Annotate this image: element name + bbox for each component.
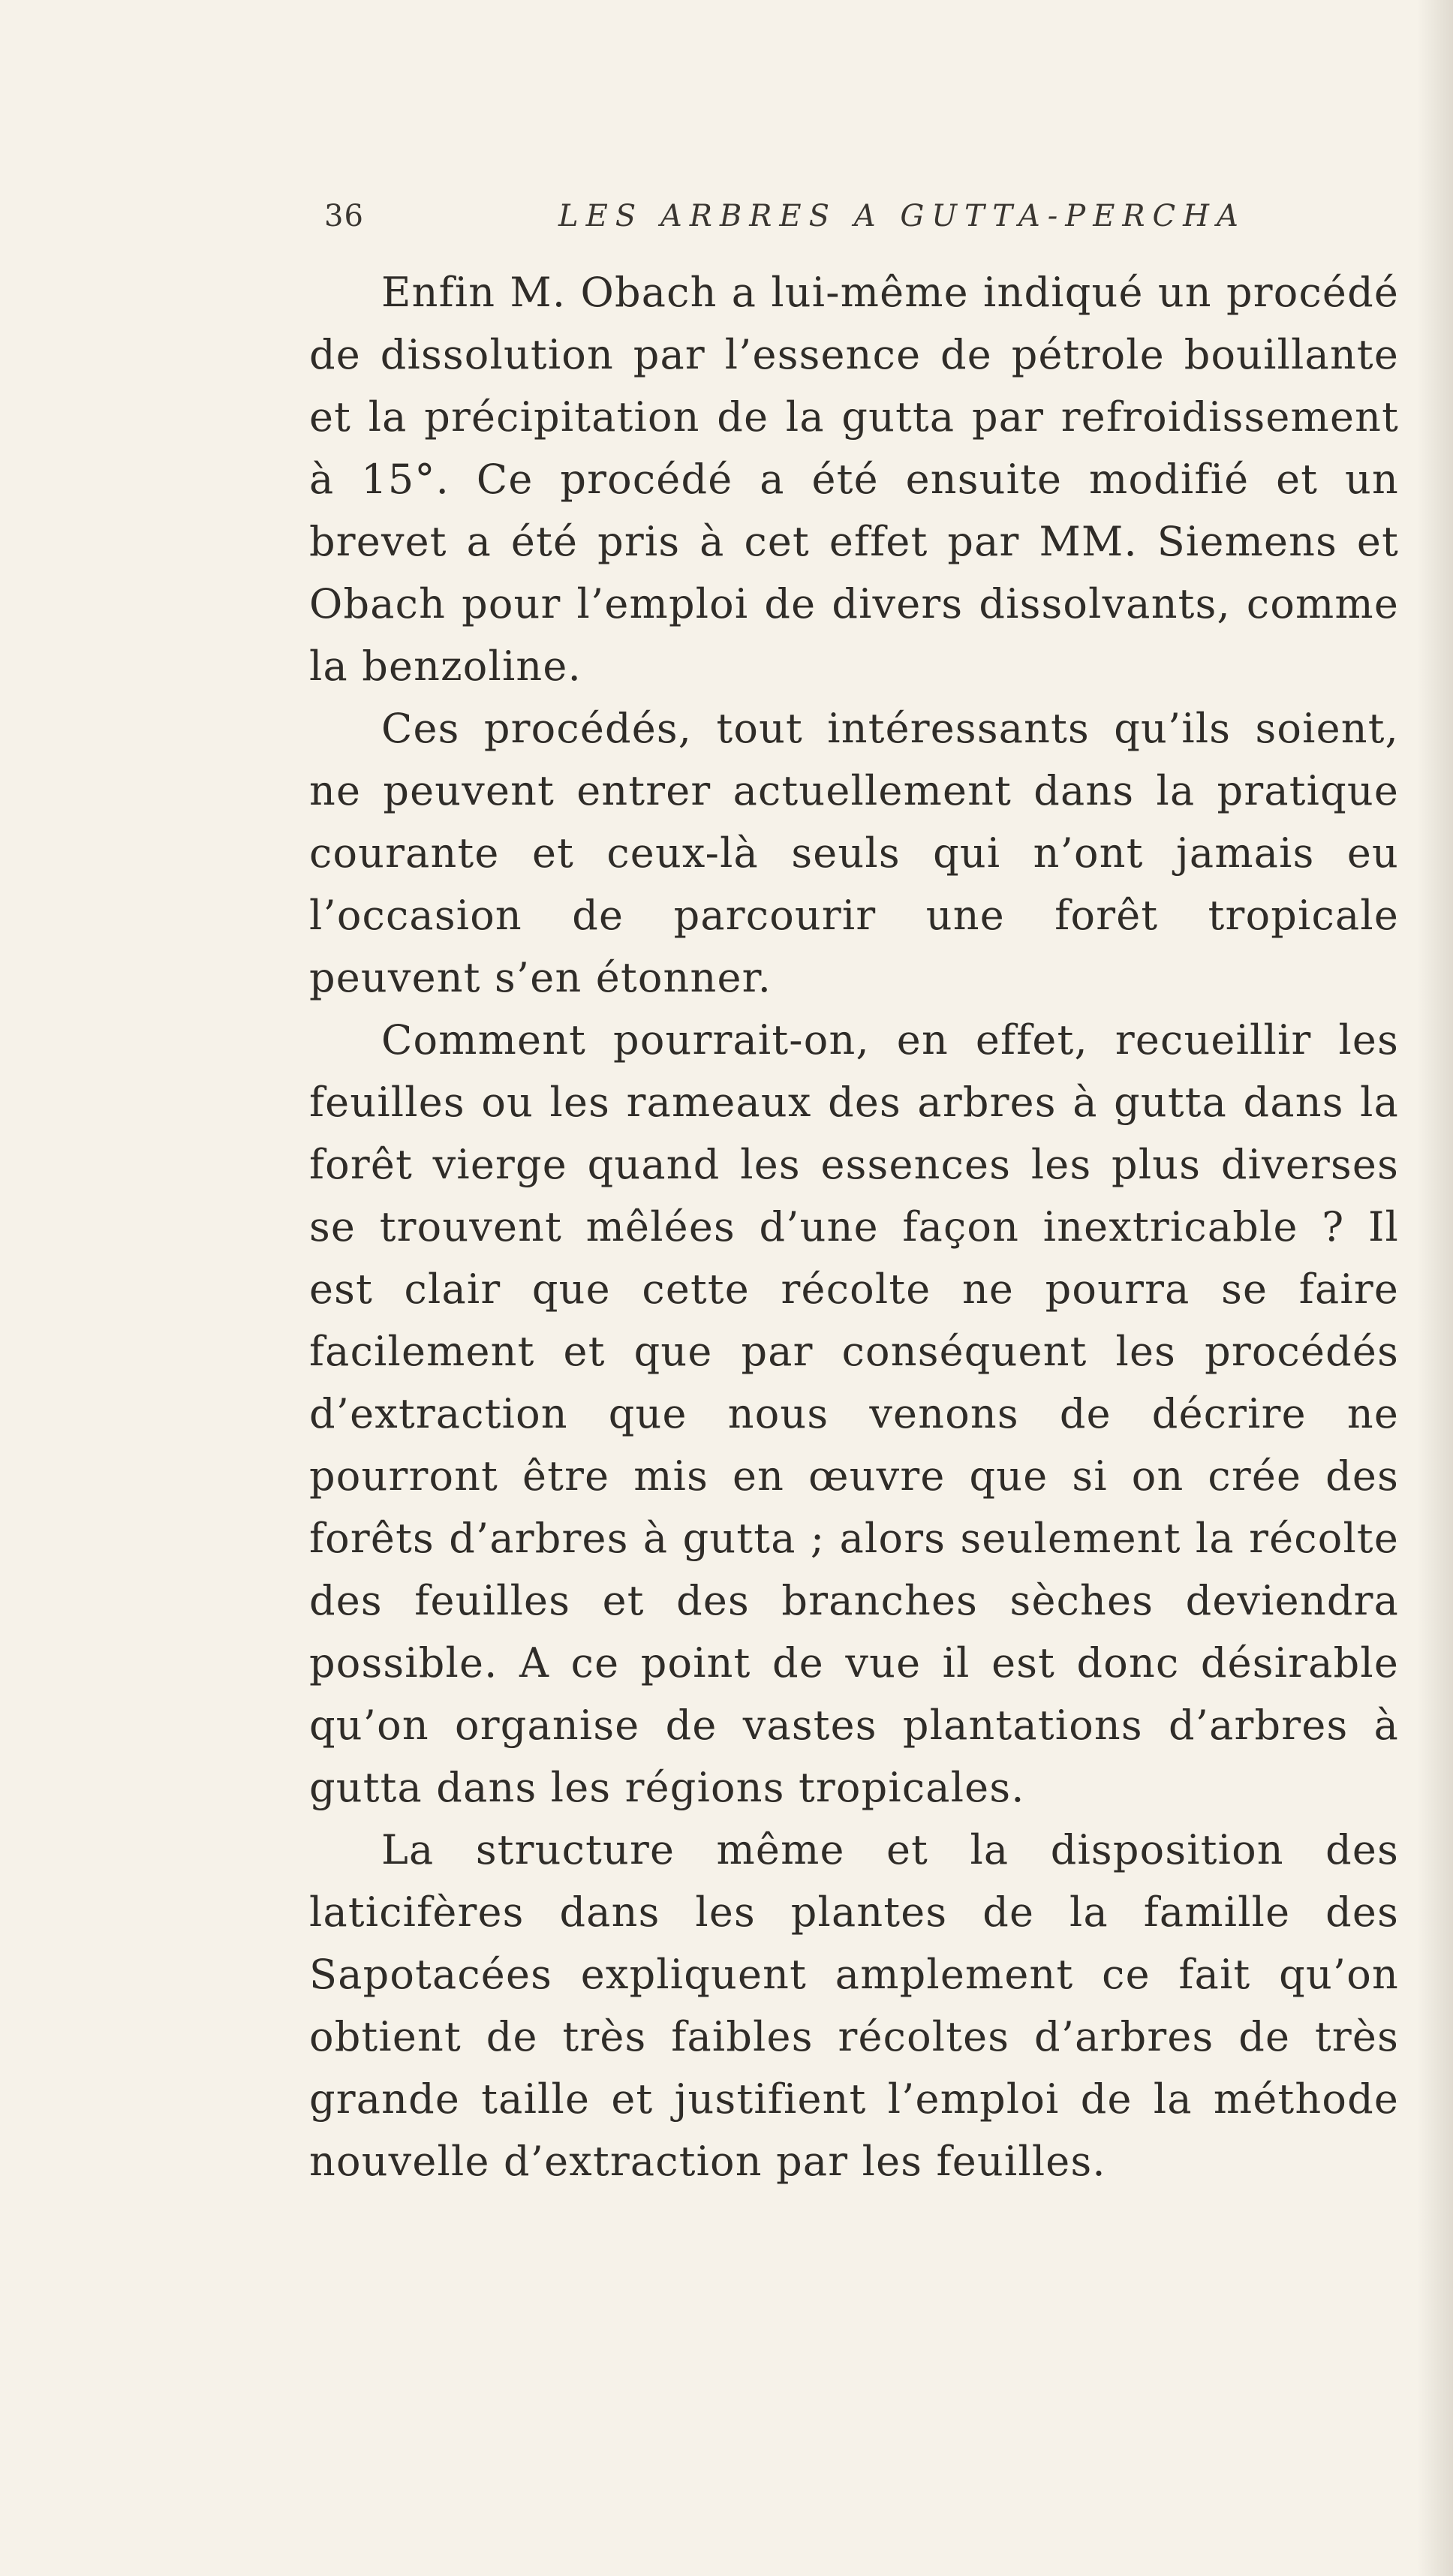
paragraph-2: Ces procédés, tout intéressants qu’ils soient, ne peuvent entrer actuellement dans la pratique courante et ceux-là seuls qui n’ont jamais eu l’occasion de parcourir une forêt tropicale peuvent s’en étonner. <box>309 705 1399 1001</box>
running-header <box>324 194 1420 239</box>
paragraph-3: Comment pourrait-on, en effet, recueillir les feuilles ou les rameaux des arbres à gutta dans la forêt vierge quand les essences les plus diverses se trouvent mêlées d’une façon inextricable ? Il est clair que cette récolte ne pourra se faire facilement et que par conséquent les procédés d’extraction que nous venons de décrire ne pourront être mis en œuvre que si on crée des forêts d’arbres à gutta ; alors seulement la récolte des feuilles et des branches sèches deviendra possible. A ce point de vue il est donc désirable qu’on organise de vastes plantations d’arbres à gutta dans les régions tropicales. <box>309 1016 1399 1811</box>
body-text <box>309 261 1399 2192</box>
running-title: LES ARBRES A GUTTA-PERCHA <box>558 199 1246 233</box>
paragraph-1: Enfin M. Obach a lui-même indiqué un procédé de dissolution par l’essence de pétrole bouillante et la précipitation de la gutta par refroidissement à 15°. Ce procédé a été ensuite modifié et un brevet a été pris à cet effet par MM. Siemens et Obach pour l’emploi de divers dissolvants, comme la benzoline. <box>309 269 1399 690</box>
page-edge-shadow <box>1417 0 1453 2576</box>
paragraph-4: La structure même et la disposition des laticifères dans les plantes de la famille des Sapotacées expliquent amplement ce fait qu’on obtient de très faibles récoltes d’arbres de très grande taille et justifient l’emploi de la méthode nouvelle d’extraction par les feuilles. <box>309 1826 1399 2185</box>
page-number: 36 <box>324 199 364 233</box>
